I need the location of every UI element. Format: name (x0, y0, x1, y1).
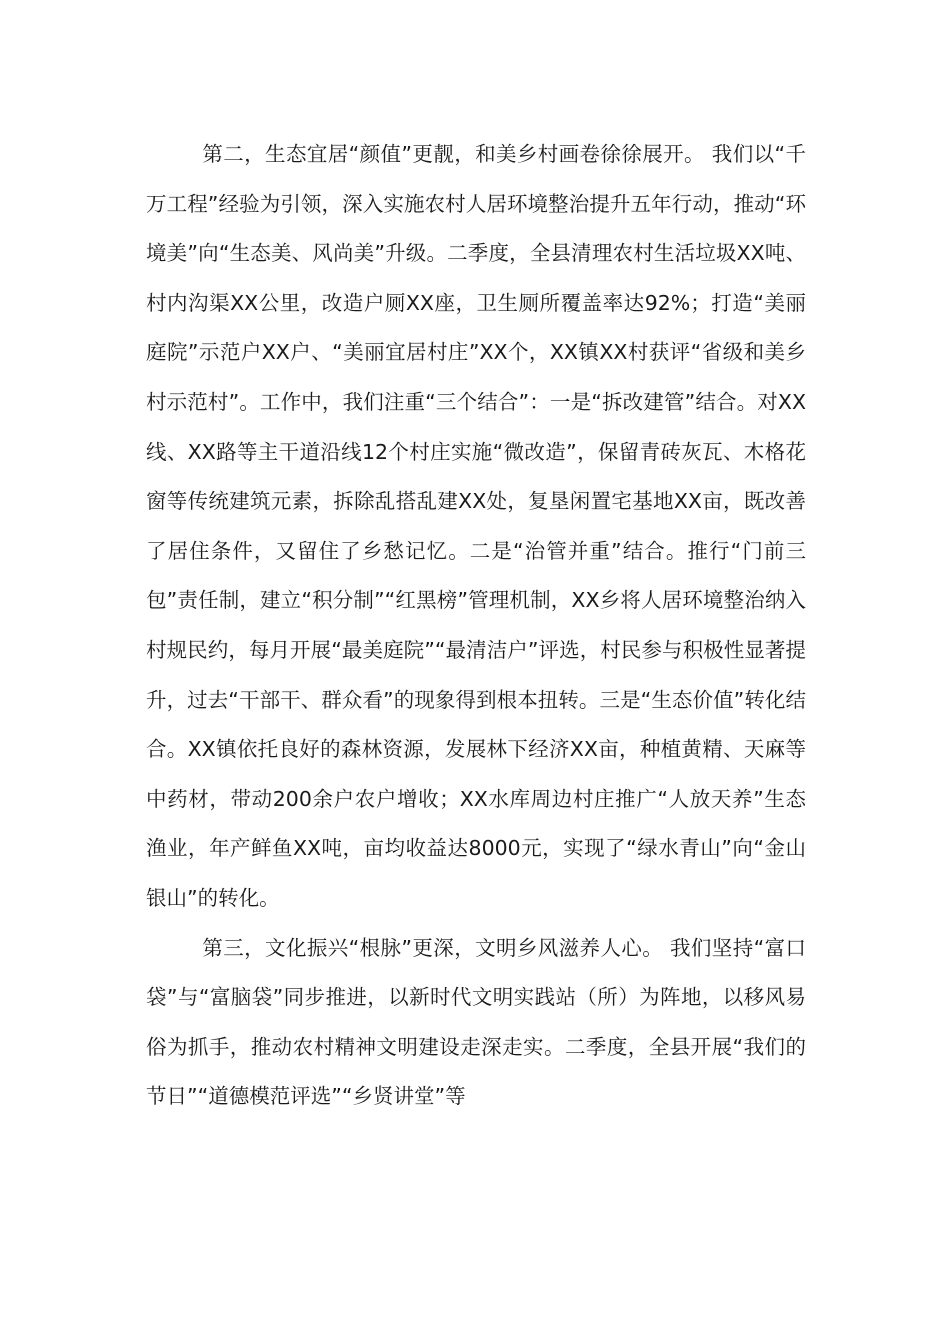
paragraph-ecology: 第二，生态宜居“颜值”更靓，和美乡村画卷徐徐展开。 我们以“千万工程”经验为引领，深入实施农村人居环境整治提升五年行动，推动“环境美”向“生态美、风尚美”升级。二季度，全县清理农村生活垃圾XX吨、村内沟渠XX公里，改造户厕XX座，卫生厕所覆盖率达92%；打造“美丽庭院”示范户XX户、“美丽宜居村庄”XX个，XX镇XX村获评“省级和美乡村示范村”。工作中，我们注重“三个结合”：一是“拆改建管”结合。对XX线、XX路等主干道沿线12个村庄实施“微改造”，保留青砖灰瓦、木格花窗等传统建筑元素，拆除乱搭乱建XX处，复垦闲置宅基地XX亩，既改善了居住条件，又留住了乡愁记忆。二是“治管并重”结合。推行“门前三包”责任制，建立“积分制”“红黑榜”管理机制，XX乡将人居环境整治纳入村规民约，每月开展“最美庭院”“最清洁户”评选，村民参与积极性显著提升，过去“干部干、群众看”的现象得到根本扭转。三是“生态价值”转化结合。XX镇依托良好的森林资源，发展林下经济XX亩，种植黄精、天麻等中药材，带动200余户农户增收；XX水库周边村庄推广“人放天养”生态渔业，年产鲜鱼XX吨，亩均收益达8000元，实现了“绿水青山”向“金山银山”的转化。 (146, 142, 806, 910)
document-body (146, 130, 806, 1122)
paragraph-culture: 第三，文化振兴“根脉”更深，文明乡风滋养人心。 我们坚持“富口袋”与“富脑袋”同步推进，以新时代文明实践站（所）为阵地，以移风易俗为抓手，推动农村精神文明建设走深走实。二季度，全县开展“我们的节日”“道德模范评选”“乡贤讲堂”等 (146, 935, 806, 1109)
